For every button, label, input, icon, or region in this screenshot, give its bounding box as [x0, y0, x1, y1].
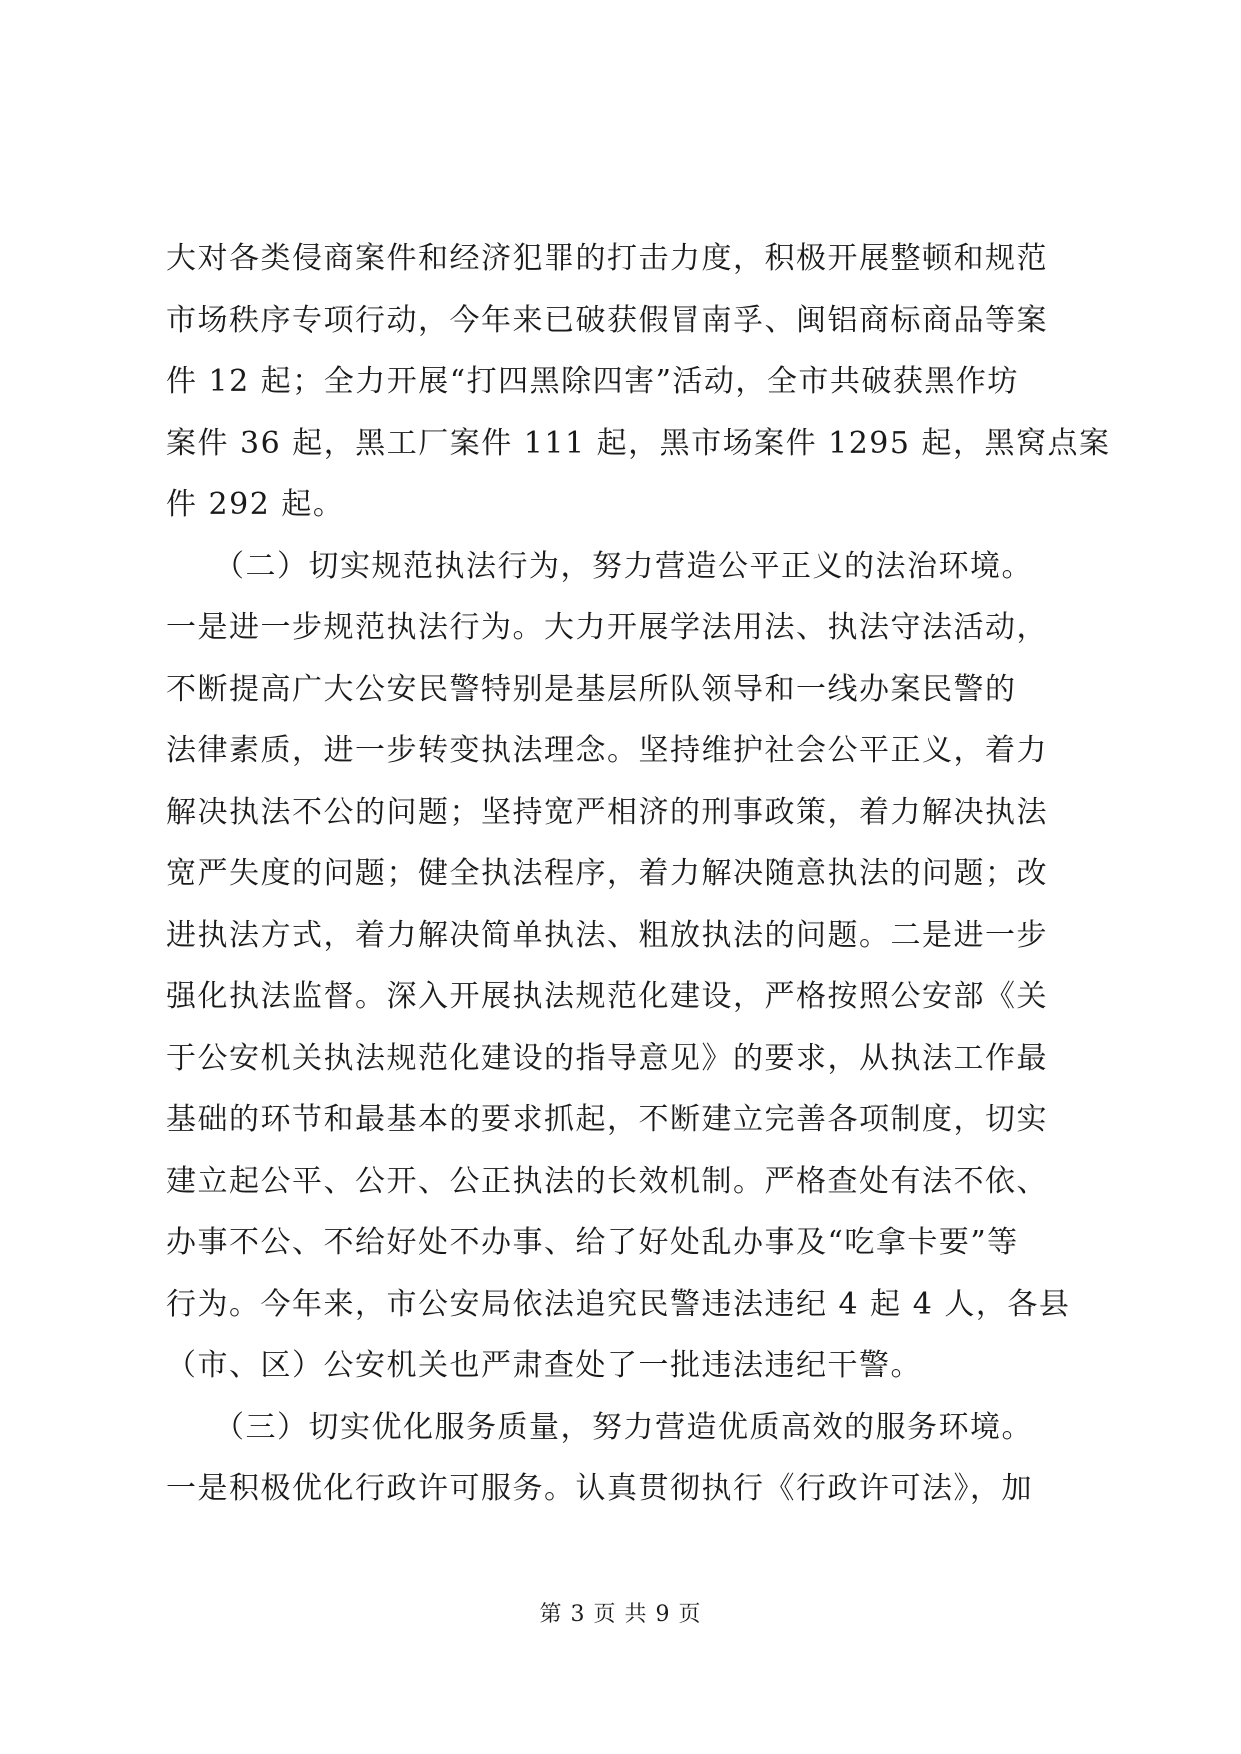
text-line: 进执法方式，着力解决简单执法、粗放执法的问题。二是进一步 [166, 917, 1048, 953]
text-line: 一是积极优化行政许可服务。认真贯彻执行《行政许可法》，加 [166, 1471, 1033, 1506]
text-line: 件 292 起。 [166, 487, 345, 522]
text-line: （三）切实优化服务质量，努力营造优质高效的服务环境。 [166, 1409, 1033, 1445]
text-line: 解决执法不公的问题；坚持宽严相济的刑事政策，着力解决执法 [166, 794, 1048, 830]
text-line: （市、区）公安机关也严肃查处了一批违法违纪干警。 [166, 1348, 922, 1383]
text-line: 宽严失度的问题；健全执法程序，着力解决随意执法的问题；改 [166, 856, 1048, 891]
text-line: 于公安机关执法规范化建设的指导意见》的要求，从执法工作最 [166, 1040, 1048, 1076]
page-footer [0, 1597, 1241, 1628]
text-line: 案件 36 起，黑工厂案件 111 起，黑市场案件 1295 起，黑窝点案 [166, 425, 1111, 461]
text-line: 大对各类侵商案件和经济犯罪的打击力度，积极开展整顿和规范 [166, 241, 1048, 276]
text-line: 办事不公、不给好处不办事、给了好处乱办事及“吃拿卡要”等 [166, 1225, 1019, 1260]
text-line: 一是进一步规范执法行为。大力开展学法用法、执法守法活动， [166, 610, 1048, 645]
text-line: 法律素质，进一步转变执法理念。坚持维护社会公平正义，着力 [166, 733, 1048, 768]
text-line: 件 12 起；全力开展“打四黑除四害”活动，全市共破获黑作坊 [166, 364, 1019, 399]
text-line: 基础的环节和最基本的要求抓起，不断建立完善各项制度，切实 [166, 1102, 1048, 1137]
text-line: 行为。今年来，市公安局依法追究民警违法违纪 4 起 4 人，各县 [166, 1286, 1071, 1322]
page-number: 第 3 页 共 9 页 [539, 1602, 702, 1627]
text-line: 强化执法监督。深入开展执法规范化建设，严格按照公安部《关 [166, 979, 1048, 1014]
body-text [166, 228, 1111, 1520]
text-line: 市场秩序专项行动，今年来已破获假冒南孚、闽铝商标商品等案 [166, 302, 1048, 338]
text-line: 不断提高广大公安民警特别是基层所队领导和一线办案民警的 [166, 671, 1017, 707]
text-line: （二）切实规范执法行为，努力营造公平正义的法治环境。 [166, 548, 1033, 584]
text-line: 建立起公平、公开、公正执法的长效机制。严格查处有法不依、 [166, 1163, 1048, 1199]
